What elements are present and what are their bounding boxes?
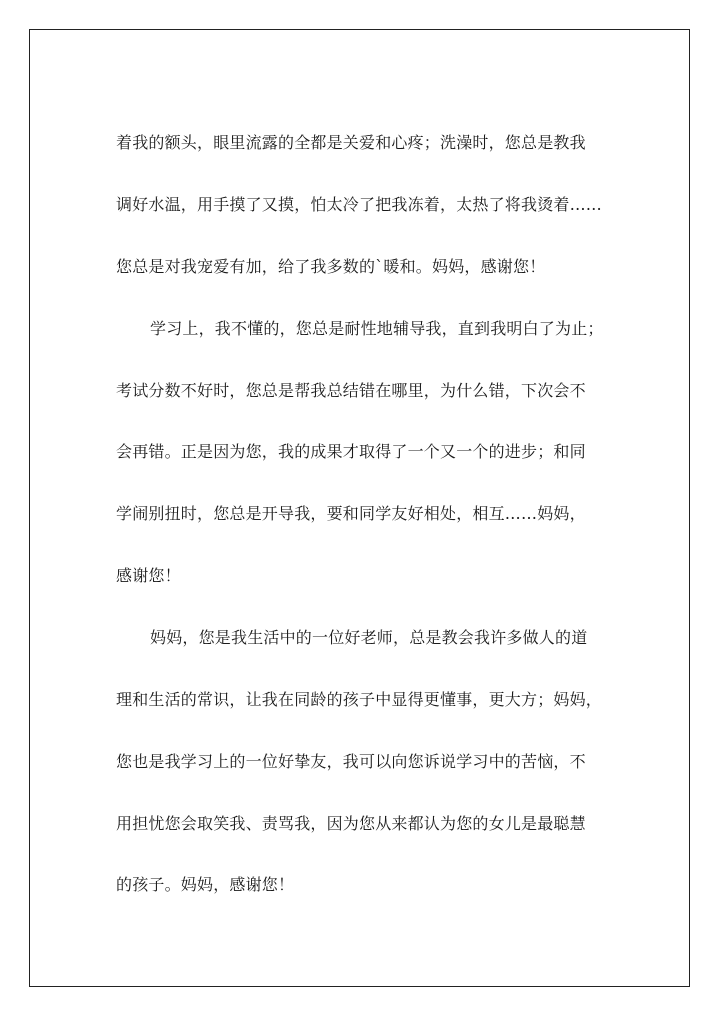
text-line-7: 学闹别扭时，您总是开导我，要和同学友好相处，相互……妈妈， — [116, 504, 586, 523]
text-line-11: 您也是我学习上的一位好挚友，我可以向您诉说学习中的苦恼，不 — [116, 752, 586, 771]
text-line-3: 您总是对我宠爱有加，给了我多数的`暖和。妈妈，感谢您！ — [116, 257, 546, 276]
text-line-5: 考试分数不好时，您总是帮我总结错在哪里，为什么错，下次会不 — [116, 381, 586, 400]
text-line-10: 理和生活的常识，让我在同龄的孩子中显得更懂事，更大方；妈妈， — [116, 690, 603, 709]
text-line-4: 学习上，我不懂的，您总是耐性地辅导我，直到我明白了为止； — [150, 319, 604, 338]
text-line-9: 妈妈，您是我生活中的一位好老师，总是教会我许多做人的道 — [150, 628, 588, 647]
text-line-2: 调好水温，用手摸了又摸，怕太冷了把我冻着，太热了将我烫着…… — [116, 195, 603, 214]
text-line-6: 会再错。正是因为您，我的成果才取得了一个又一个的进步；和同 — [116, 442, 586, 461]
text-line-12: 用担忧您会取笑我、责骂我，因为您从来都认为您的女儿是最聪慧 — [116, 814, 586, 833]
text-line-13: 的孩子。妈妈，感谢您！ — [116, 875, 295, 894]
text-line-1: 着我的额头，眼里流露的全都是关爱和心疼；洗澡时，您总是教我 — [116, 133, 586, 152]
text-line-8: 感谢您！ — [116, 566, 181, 585]
